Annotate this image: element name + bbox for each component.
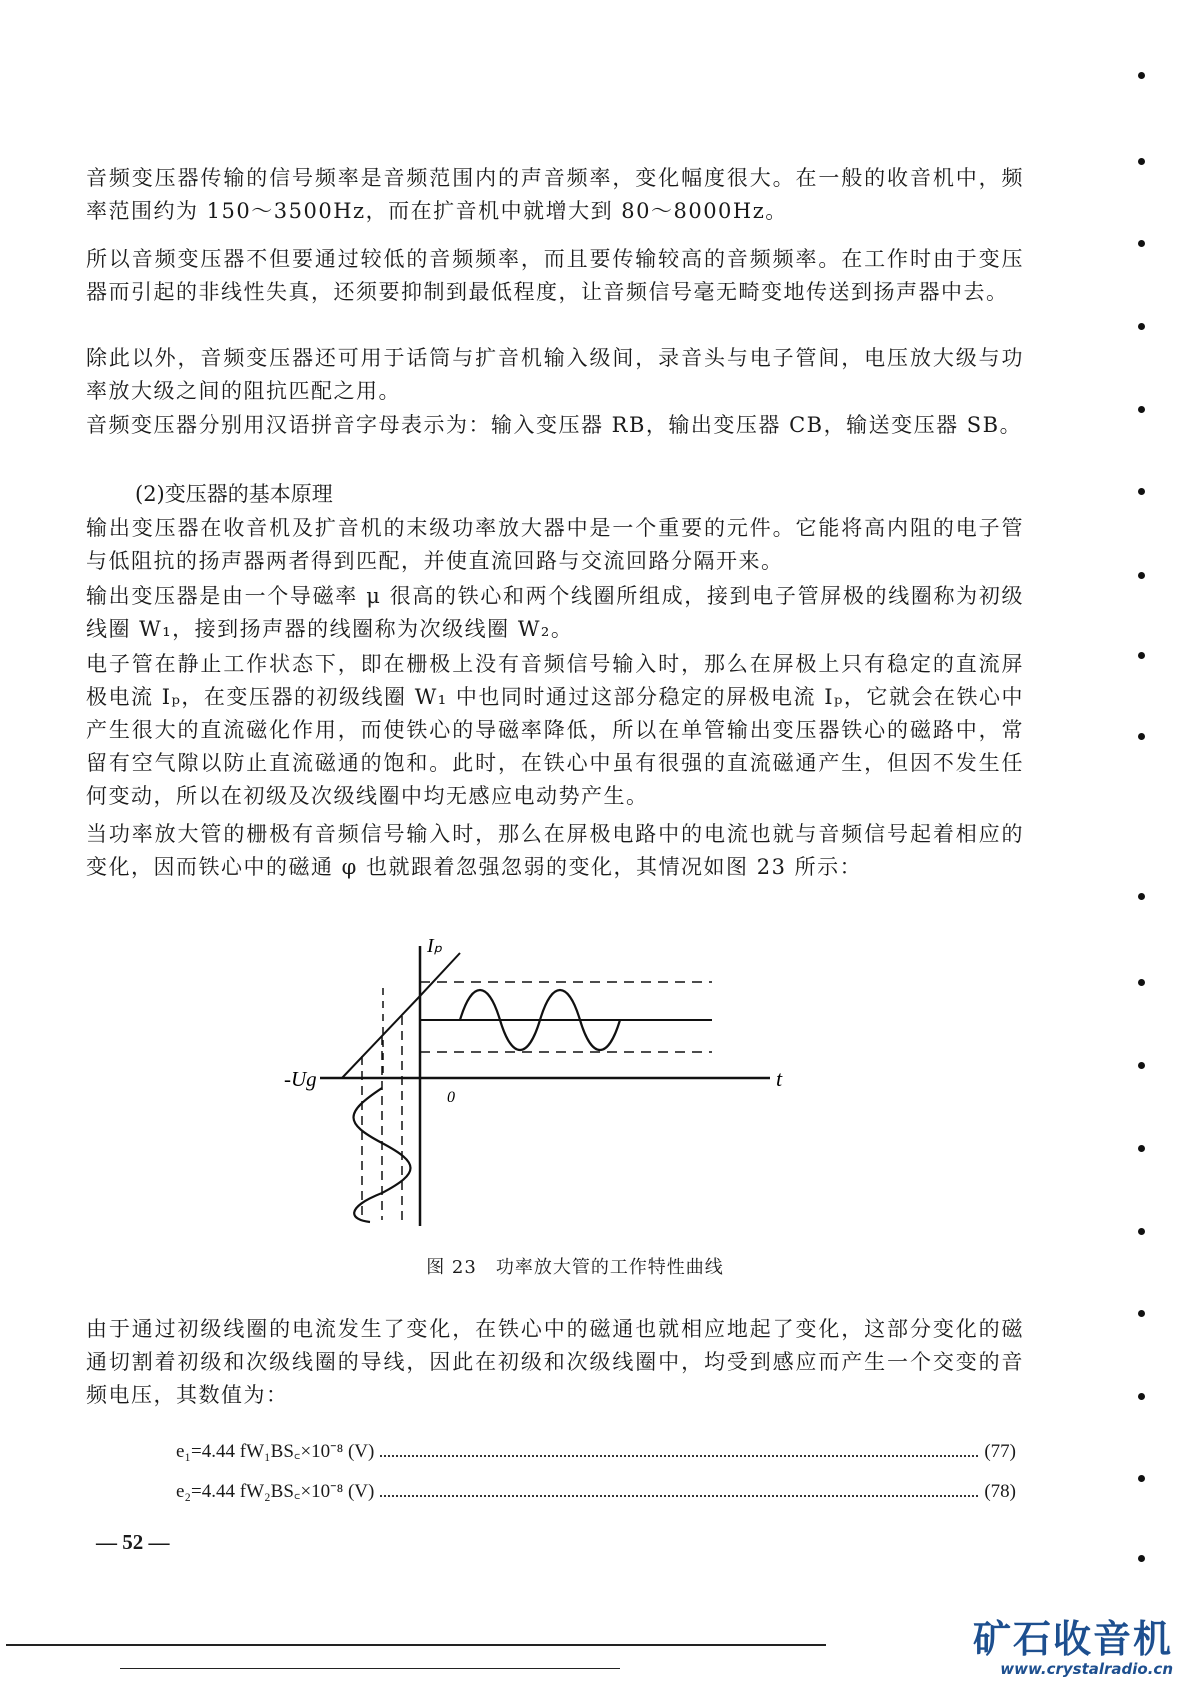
binding-hole-mark — [1138, 652, 1145, 659]
formula-77-expression: e₁=4.44 fW₁BS꜀×10⁻⁸ (V) — [176, 1441, 375, 1462]
watermark-title: 矿石收音机 — [972, 1617, 1173, 1661]
paragraph-2: 所以音频变压器不但要通过较低的音频频率，而且要传输较高的音频频率。在工作时由于变压器而引起的非线性失真，还须要抑制到最低程度，让音频信号毫无畸变地传送到扬声器中去。 — [86, 247, 1024, 304]
paragraph-1: 音频变压器传输的信号频率是音频范围内的声音频率，变化幅度很大。在一般的收音机中，频率范围约为 150～3500Hz，而在扩音机中就增大到 80～8000Hz。 — [86, 166, 1024, 223]
binding-hole-mark — [1138, 488, 1145, 495]
paragraph-6: 输出变压器是由一个导磁率 μ 很高的铁心和两个线圈所组成，接到电子管屏极的线圈称为初级线圈 W₁，接到扬声器的线圈称为次级线圈 W₂。 — [86, 584, 1024, 641]
formula-78-expression: e₂=4.44 fW₂BS꜀×10⁻⁸ (V) — [176, 1481, 375, 1502]
watermark-url: www.crystalradio.cn — [1000, 1660, 1173, 1678]
formula-78-leader — [380, 1495, 978, 1497]
watermark — [973, 1618, 1173, 1678]
paragraph-7: 电子管在静止工作状态下，即在栅极上没有音频信号输入时，那么在屏极上只有稳定的直流屏极电流 Iₚ，在变压器的初级线圈 W₁ 中也同时通过这部分稳定的屏极电流 Iₚ，它就会在铁心中产生很大的直流磁化作用，而使铁心的导磁率降低，所以在单管输出变压器铁心的磁路中，常留有空气隙以防止直流磁通的饱和。此时，在铁心中虽有很强的直流磁通产生，但因不发生任何变动，所以在初级及次级线圈中均无感应电动势产生。 — [86, 652, 1024, 808]
formula-78 — [176, 1477, 1016, 1503]
paragraph-4: 音频变压器分别用汉语拼音字母表示为：输入变压器 RB，输出变压器 CB，输送变压器 SB。 — [86, 413, 1023, 437]
bottom-scan-rule — [6, 1644, 826, 1646]
binding-hole-mark — [1138, 1555, 1145, 1562]
binding-hole-mark — [1138, 240, 1145, 247]
binding-hole-mark — [1138, 572, 1145, 579]
formula-77 — [176, 1437, 1016, 1463]
paragraph-5: 输出变压器在收音机及扩音机的末级功率放大器中是一个重要的元件。它能将高内阻的电子管与低阻抗的扬声器两者得到匹配，并使直流回路与交流回路分隔开来。 — [86, 516, 1024, 573]
formula-77-leader — [380, 1455, 978, 1457]
figure-23-diagram — [270, 928, 810, 1228]
ug-label: -Ug — [284, 1067, 317, 1091]
binding-hole-mark — [1138, 979, 1145, 986]
binding-hole-mark — [1138, 406, 1145, 413]
figure-caption: 图 23 功率放大管的工作特性曲线 — [426, 1257, 724, 1278]
paragraph-9: 由于通过初级线圈的电流发生了变化，在铁心中的磁通也就相应地起了变化，这部分变化的磁通切割着初级和次级线圈的导线，因此在初级和次级线圈中，均受到感应而产生一个交变的音频电压，其数值为： — [86, 1317, 1024, 1407]
binding-hole-mark — [1138, 1228, 1145, 1235]
binding-hole-mark — [1138, 72, 1145, 79]
binding-hole-mark — [1138, 158, 1145, 165]
binding-hole-mark — [1138, 733, 1145, 740]
section-heading: (2)变压器的基本原理 — [135, 482, 333, 506]
bottom-scan-rule-2 — [120, 1668, 620, 1669]
binding-hole-mark — [1138, 1475, 1145, 1482]
paragraph-3: 除此以外，音频变压器还可用于话筒与扩音机输入级间，录音头与电子管间，电压放大级与功率放大级之间的阻抗匹配之用。 — [86, 346, 1024, 403]
binding-hole-mark — [1138, 1393, 1145, 1400]
binding-hole-mark — [1138, 1145, 1145, 1152]
transfer-characteristic — [342, 953, 460, 1078]
t-axis-label: t — [776, 1066, 783, 1091]
binding-hole-mark — [1138, 323, 1145, 330]
binding-hole-mark — [1138, 1062, 1145, 1069]
formula-77-number: (77) — [984, 1441, 1016, 1462]
binding-hole-mark — [1138, 1310, 1145, 1317]
formula-78-number: (78) — [984, 1481, 1016, 1502]
page-number: — 52 — — [96, 1530, 170, 1554]
origin-label: 0 — [447, 1089, 455, 1106]
paragraph-8: 当功率放大管的栅极有音频信号输入时，那么在屏极电路中的电流也就与音频信号起着相应的变化，因而铁心中的磁通 φ 也就跟着忽强忽弱的变化，其情况如图 23 所示： — [86, 822, 1024, 879]
ip-axis-label: Iₚ — [427, 935, 443, 957]
binding-hole-mark — [1138, 893, 1145, 900]
